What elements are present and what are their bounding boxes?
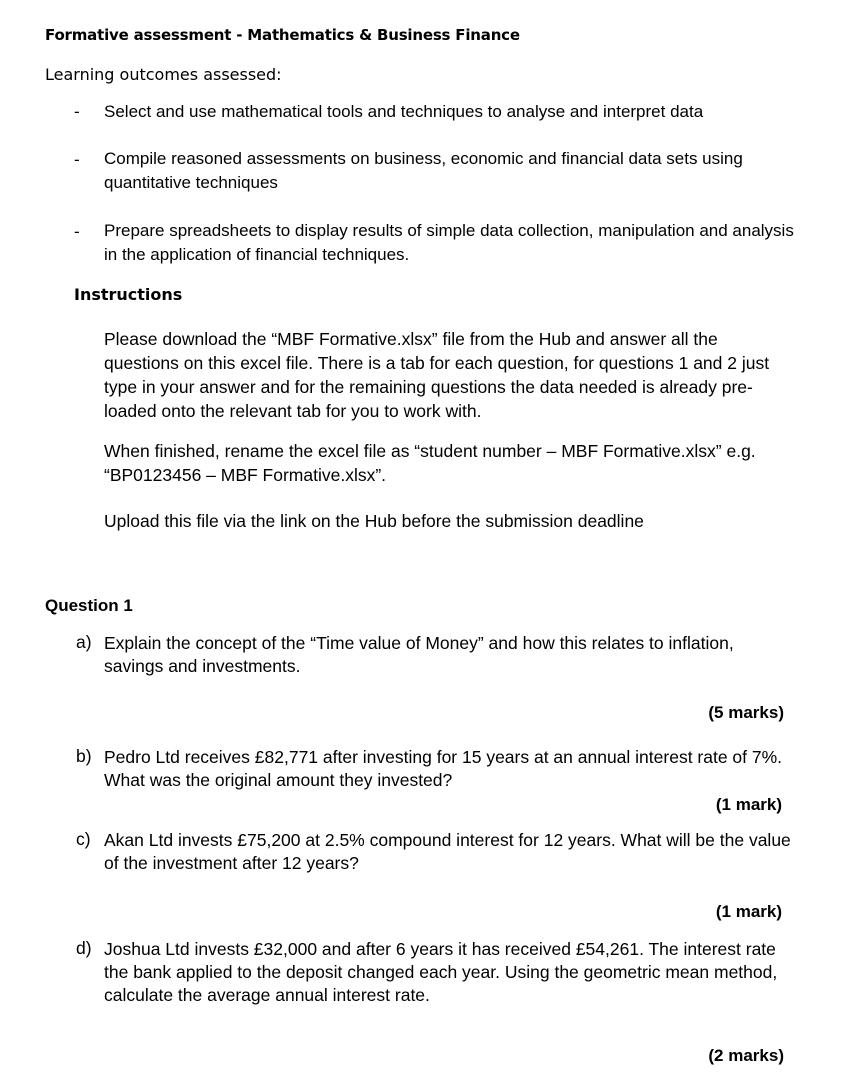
- instructions-heading: Instructions: [74, 285, 183, 304]
- question-1-heading: Question 1: [45, 596, 133, 615]
- instructions-paragraph: Upload this file via the link on the Hub before the submission deadline: [104, 511, 644, 531]
- question-part-label: a): [76, 632, 92, 652]
- marks-label: (1 mark): [715, 795, 782, 814]
- marks-label: (5 marks): [708, 703, 784, 722]
- learning-outcome-item: Compile reasoned assessments on business, economic and financial data sets using quantitative techniques: [104, 149, 743, 192]
- question-part-text: Explain the concept of the “Time value of Money” and how this relates to inflation, savings and investments.: [104, 633, 734, 676]
- bullet-dash: -: [74, 222, 80, 241]
- marks-label: (1 mark): [715, 902, 782, 921]
- question-part-label: c): [76, 829, 91, 849]
- bullet-dash: -: [74, 150, 80, 169]
- instructions-paragraph: When finished, rename the excel file as “student number – MBF Formative.xlsx” e.g. “BP0123456 – MBF Formative.xlsx”.: [104, 441, 756, 485]
- question-part-text: Akan Ltd invests £75,200 at 2.5% compound interest for 12 years. What will be the value of the investment after 12 years?: [104, 830, 791, 873]
- learning-outcomes-heading: Learning outcomes assessed:: [45, 65, 282, 84]
- question-part-label: d): [76, 938, 92, 958]
- question-part-text: Joshua Ltd invests £32,000 and after 6 years it has received £54,261. The interest rate the bank applied to the deposit changed each year. Using the geometric mean method, calculate the average annual interest rate.: [104, 939, 778, 1005]
- learning-outcome-item: Prepare spreadsheets to display results of simple data collection, manipulation and analysis in the application of financial techniques.: [104, 221, 794, 264]
- question-part-text: Pedro Ltd receives £82,771 after investing for 15 years at an annual interest rate of 7%. What was the original amount they invested?: [104, 747, 783, 790]
- marks-label: (2 marks): [708, 1046, 784, 1065]
- question-part-label: b): [76, 746, 92, 766]
- document-title: Formative assessment - Mathematics & Business Finance: [45, 26, 520, 44]
- learning-outcome-item: Select and use mathematical tools and techniques to analyse and interpret data: [104, 102, 704, 121]
- bullet-dash: -: [74, 102, 80, 121]
- instructions-paragraph: Please download the “MBF Formative.xlsx” file from the Hub and answer all the questions on this excel file. There is a tab for each question, for questions 1 and 2 just type in your answer and for the remaining questions the data needed is already pre-loaded onto the relevant tab for you to work with.: [104, 329, 770, 421]
